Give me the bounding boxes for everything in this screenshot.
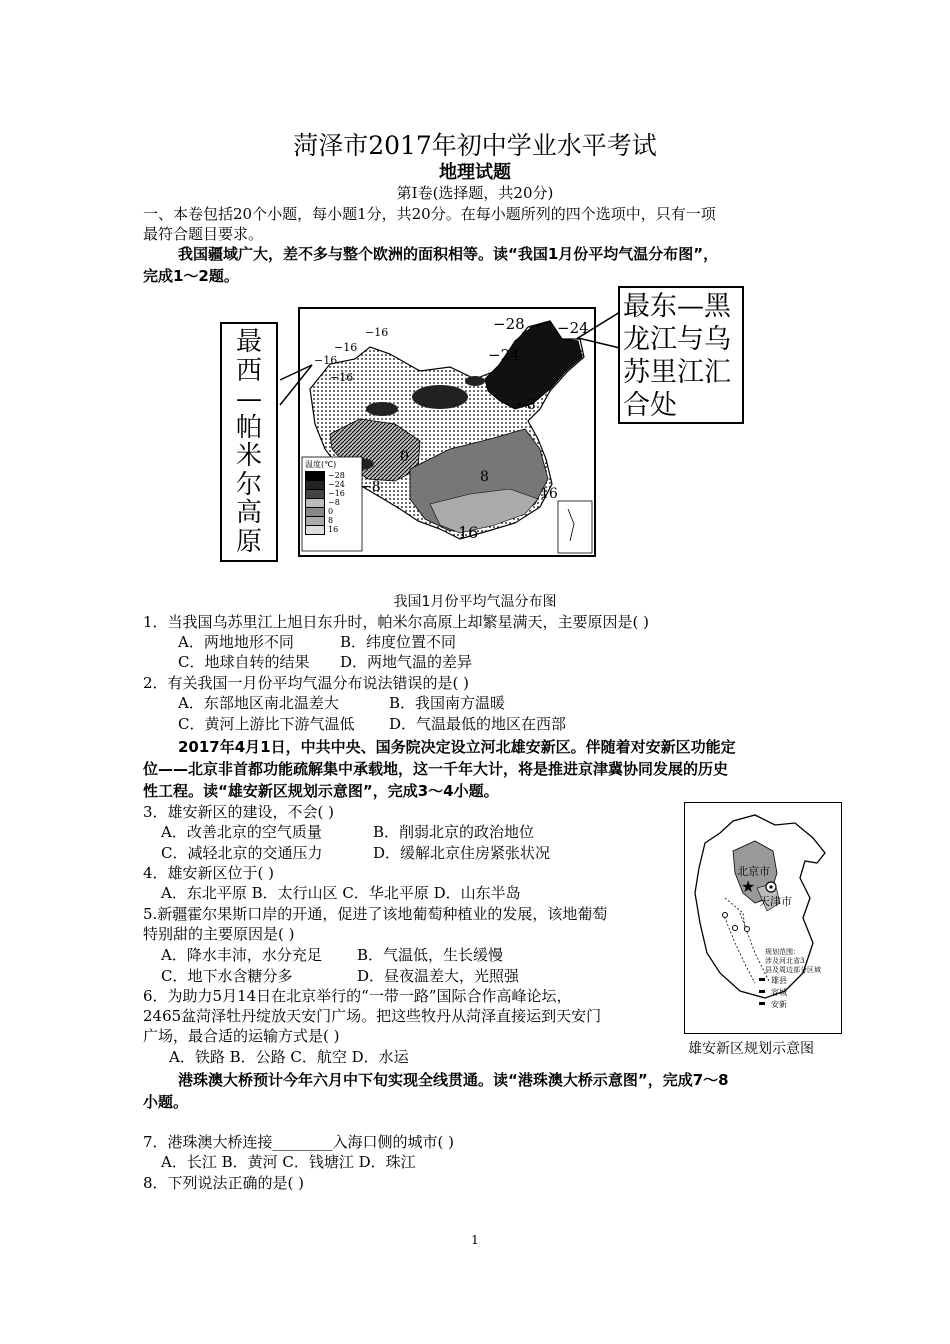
isotherm-label: −8	[360, 479, 381, 495]
passage-2-line-3: 性工程。读“雄安新区规划示意图”，完成3～4小题。	[143, 782, 499, 800]
question-2-option-d: D．气温最低的地区在西部	[389, 715, 567, 733]
west-callout-char: 米	[235, 441, 262, 471]
xiongan-legend-line: 规划范围：	[765, 948, 800, 956]
west-callout-char: —	[236, 384, 262, 414]
question-5-option-b: B．气温低，生长缓慢	[357, 946, 504, 964]
question-8-stem: 8．下列说法正确的是( )	[143, 1174, 305, 1192]
map-legend	[305, 471, 345, 534]
question-5-option-d: D．昼夜温差大，光照强	[357, 967, 520, 985]
west-callout-char: 原	[235, 526, 262, 557]
page-title: 菏泽市2017年初中学业水平考试	[293, 131, 657, 160]
tianjin-label: 天津市	[759, 895, 792, 908]
isotherm-label: −28	[493, 315, 525, 333]
xiongan-legend-line: 涉及河北省3	[765, 957, 805, 965]
isotherm-label: 8	[480, 469, 489, 485]
question-3-option-b: B．削弱北京的政治地位	[373, 823, 535, 841]
isotherm-label: −16	[365, 326, 389, 339]
passage-3-line-1: 港珠澳大桥预计今年六月中下旬实现全线贯通。读“港珠澳大桥示意图”，完成7～8	[178, 1071, 729, 1089]
isotherm-label: −16	[314, 354, 338, 367]
isotherm-label: −24	[488, 346, 520, 364]
east-callout-line: 合处	[623, 390, 677, 421]
question-5-line-1: 5.新疆霍尔果斯口岸的开通，促进了该地葡萄种植业的发展，该地葡萄	[143, 905, 608, 923]
town-label: 雄县	[771, 976, 787, 985]
question-1-stem: 1．当我国乌苏里江上旭日东升时，帕米尔高原上却繁星满天，主要原因是( )	[143, 613, 650, 631]
isotherm-label: −8	[515, 397, 536, 413]
question-2-option-b: B．我国南方温暖	[389, 694, 506, 712]
xiongan-map-graphic	[685, 803, 841, 1033]
isotherm-label: −24	[557, 319, 589, 337]
isotherm-label: 16	[540, 486, 558, 502]
west-callout-char: 西	[235, 355, 262, 386]
east-callout-line: 龙江与乌	[623, 324, 731, 355]
beijing-label: 北京市	[737, 865, 770, 878]
legend-value: −16	[328, 489, 345, 498]
question-2-option-a: A．东部地区南北温差大	[178, 694, 339, 712]
question-1-option-a: A．两地地形不同	[178, 633, 294, 651]
isotherm-label: −16	[334, 341, 358, 354]
question-2-stem: 2．有关我国一月份平均气温分布说法错误的是( )	[143, 674, 470, 692]
passage-1-line-1: 我国疆域广大，差不多与整个欧洲的面积相等。读“我国1月份平均气温分布图”，	[178, 245, 719, 263]
question-6-options: A．铁路 B．公路 C．航空 D．水运	[169, 1048, 409, 1066]
east-callout-line: 苏里江汇	[623, 357, 731, 388]
question-6-line-1: 6．为助力5月14日在北京举行的“一带一路”国际合作高峰论坛，	[143, 987, 572, 1005]
isotherm-label: −16	[330, 371, 354, 384]
legend-value: 8	[328, 516, 334, 525]
question-6-line-2: 2465盆菏泽牡丹绽放天安门广场。把这些牧丹从菏泽直接运到天安门	[143, 1007, 602, 1025]
page-subtitle: 地理试题	[439, 162, 511, 183]
east-callout-line: 最东—黑	[623, 291, 731, 322]
question-2-option-c: C．黄河上游比下游气温低	[178, 715, 355, 733]
passage-2-line-1: 2017年4月1日，中共中央、国务院决定设立河北雄安新区。伴随着对安新区功能定	[178, 738, 736, 756]
isotherm-label: 16	[458, 523, 479, 542]
east-callout	[618, 286, 744, 424]
passage-1-line-2: 完成1～2题。	[143, 267, 239, 285]
legend-value: −28	[328, 471, 345, 480]
passage-3-line-2: 小题。	[143, 1093, 189, 1111]
xiongan-legend-line: 县及周边部分区域	[765, 966, 821, 974]
question-5-option-c: C．地下水含糖分多	[161, 967, 293, 985]
question-1-option-b: B．纬度位置不同	[340, 633, 457, 651]
xiongan-legend	[765, 948, 821, 975]
west-callout-char: 帕	[235, 412, 262, 443]
legend-value: −24	[328, 480, 345, 489]
question-4-options: A．东北平原 B．太行山区 C．华北平原 D．山东半岛	[161, 884, 521, 902]
town-label: 安新	[771, 1000, 787, 1009]
question-4-stem: 4．雄安新区位于( )	[143, 864, 275, 882]
question-6-line-3: 广场，最合适的运输方式是( )	[143, 1027, 340, 1045]
instructions-line-1: 一、本卷包括20个小题，每小题1分，共20分。在每小题所列的四个选项中，只有一项	[143, 205, 716, 223]
question-7-stem: 7．港珠澳大桥连接________入海口侧的城市( )	[143, 1133, 455, 1151]
question-7-options: A．长江 B．黄河 C．钱塘江 D．珠江	[161, 1153, 416, 1171]
question-1-option-d: D．两地气温的差异	[340, 653, 473, 671]
xiongan-towns	[771, 975, 787, 1011]
question-1-option-c: C．地球自转的结果	[178, 653, 310, 671]
isotherm-label: 0	[400, 449, 409, 465]
legend-value: 0	[328, 507, 334, 516]
question-3-option-a: A．改善北京的空气质量	[161, 823, 322, 841]
map-1-caption: 我国1月份平均气温分布图	[393, 594, 557, 610]
passage-2-line-2: 位——北京非首都功能疏解集中承载地，这一千年大计，将是推进京津冀协同发展的历史	[143, 760, 729, 778]
question-3-stem: 3．雄安新区的建设，不会( )	[143, 803, 335, 821]
map-2-caption: 雄安新区规划示意图	[688, 1041, 814, 1057]
question-3-option-c: C．减轻北京的交通压力	[161, 844, 323, 862]
question-5-option-a: A．降水丰沛，水分充足	[161, 946, 322, 964]
west-callout-char: 尔	[235, 469, 262, 500]
instructions-line-2: 最符合题目要求。	[143, 225, 264, 243]
capital-star-icon: ★	[741, 877, 756, 896]
xiongan-map	[684, 802, 842, 1034]
west-callout-char: 最	[235, 327, 262, 357]
question-5-line-2: 特别甜的主要原因是( )	[143, 925, 295, 943]
map-legend-title: 温度(℃)	[305, 460, 337, 469]
legend-value: 16	[328, 525, 339, 534]
page-number: 1	[471, 1233, 479, 1247]
west-callout-char: 高	[235, 498, 262, 528]
section-heading: 第Ⅰ卷(选择题，共20分)	[396, 184, 554, 202]
callout-connectors	[270, 310, 630, 430]
legend-value: −8	[328, 498, 340, 507]
question-3-option-d: D．缓解北京住房紧张状况	[373, 844, 551, 862]
town-label: 容城	[771, 988, 787, 997]
